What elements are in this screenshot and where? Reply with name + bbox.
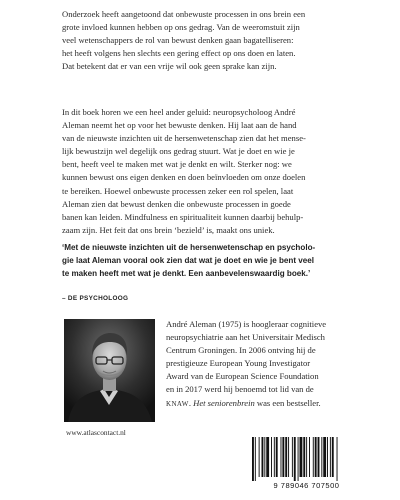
barcode-bar	[315, 437, 317, 477]
quote-line: ‘Met de nieuwste inzichten uit de hersenwetenschap en psycholo-	[62, 243, 316, 252]
barcode-bar	[318, 437, 320, 477]
quote-line: gie laat Aleman vooral ook zien dat wat je doet en wie je bent veel	[62, 256, 315, 266]
barcode-bar	[303, 437, 305, 477]
text-line: Aleman neemt het op voor het bewuste denken. Hij laat aan de hand	[62, 120, 297, 131]
text-line: Onderzoek heeft aangetoond dat onbewuste processen in ons brein een	[62, 9, 306, 19]
intro-paragraph	[62, 8, 352, 73]
barcode-bar	[276, 437, 278, 477]
publisher-website[interactable]: www.atlascontact.nl	[66, 428, 126, 437]
barcode-bar	[300, 437, 303, 477]
text-line: zaam zijn. Het feit dat ons brein ‘bezield’ is, maakt ons uniek.	[62, 224, 275, 235]
author-bio	[166, 318, 366, 411]
barcode-bar	[321, 437, 322, 477]
text-line: bent, heeft veel te maken met wat je denkt en wilt. Sterker nog: we	[62, 159, 292, 170]
bio-line: Centrum Groningen. In 2006 ontving hij de	[166, 345, 316, 356]
bio-line: prestigieuze European Young Investigator	[166, 358, 311, 369]
barcode-bar	[298, 437, 299, 481]
barcode-bar	[332, 437, 334, 477]
isbn-barcode	[244, 434, 369, 492]
barcode-bar	[337, 437, 338, 481]
barcode-bar	[285, 437, 287, 477]
review-quote	[62, 241, 362, 281]
barcode-bar	[264, 437, 265, 477]
text-line: het heeft volgens hen slechts een gering effect op ons doen en laten.	[62, 48, 296, 59]
barcode-bar	[323, 437, 326, 477]
book-title: Het seniorenbrein	[193, 397, 255, 408]
text-line: van de nieuwste inzichten uit de hersenwetenschap zien dat het mense-	[62, 133, 306, 144]
barcode-digits: 9 789046 707500	[273, 481, 340, 490]
bio-line: neuropsychiatrie aan het Universitair Medisch	[166, 332, 325, 343]
bio-line	[166, 397, 366, 411]
barcode-bar	[294, 437, 296, 481]
bio-line: Award van de European Science Foundation	[166, 371, 319, 382]
barcode-bar	[288, 437, 289, 477]
barcode-bar	[282, 437, 284, 477]
text-line: grote invloed kunnen hebben op ons gedrag. Van de weeromstuit zijn	[62, 22, 300, 33]
barcode-bar	[271, 437, 272, 477]
portrait-illustration	[64, 319, 155, 422]
text-line: banen kan leiden. Mindfulness en spiritualiteit kunnen daarbij behulp-	[62, 211, 304, 222]
barcode-bars	[252, 437, 362, 481]
text-line: Dat betekent dat er van een vrije wil ook geen sprake kan zijn.	[62, 61, 277, 72]
barcode-bar	[292, 437, 293, 477]
barcode-bar	[309, 437, 310, 477]
org-abbreviation: KNAW	[166, 399, 189, 408]
text-line: lijk bewustzijn wel degelijk ons gedrag stuurt. Wat je doet en wie je	[62, 146, 295, 157]
barcode-bar	[255, 437, 256, 481]
bio-text: was een bestseller.	[254, 397, 321, 408]
barcode-bar	[330, 437, 331, 477]
bio-line: André Aleman (1975) is hoogleraar cognitieve	[166, 319, 327, 329]
barcode-bar	[281, 437, 282, 477]
bio-text: .	[188, 397, 194, 408]
barcode-bar	[327, 437, 328, 477]
quote-source: – DE PSYCHOLOOG	[62, 295, 129, 302]
text-line: In dit boek horen we een heel ander geluid: neuropsycholoog André	[62, 107, 296, 117]
barcode-bar	[274, 437, 275, 477]
barcode-bar	[266, 437, 269, 477]
quote-line: te maken heeft met wat je denkt. Een aanbevelenswaardig boek.’	[62, 269, 311, 279]
barcode-bar	[313, 437, 314, 477]
barcode-bar	[259, 437, 260, 477]
bio-line: en in 2017 werd hij benoemd tot lid van de	[166, 384, 314, 395]
text-line: te bereiken. Hoewel onbewuste processen zeker een rol spelen, laat	[62, 185, 294, 196]
barcode-bar	[262, 437, 264, 477]
barcode-bar	[252, 437, 254, 481]
barcode-bar	[306, 437, 307, 477]
text-line: veel wetenschappers de rol van bewust denken gaan bagatelliseren:	[62, 35, 294, 46]
author-photo	[64, 319, 155, 422]
text-line: Aleman zien dat bewust denken die onbewuste processen in goede	[62, 198, 291, 209]
text-line: kunnen bewust ons eigen denken en doen beïnvloeden om onze doelen	[62, 172, 306, 183]
description-paragraph	[62, 106, 352, 237]
